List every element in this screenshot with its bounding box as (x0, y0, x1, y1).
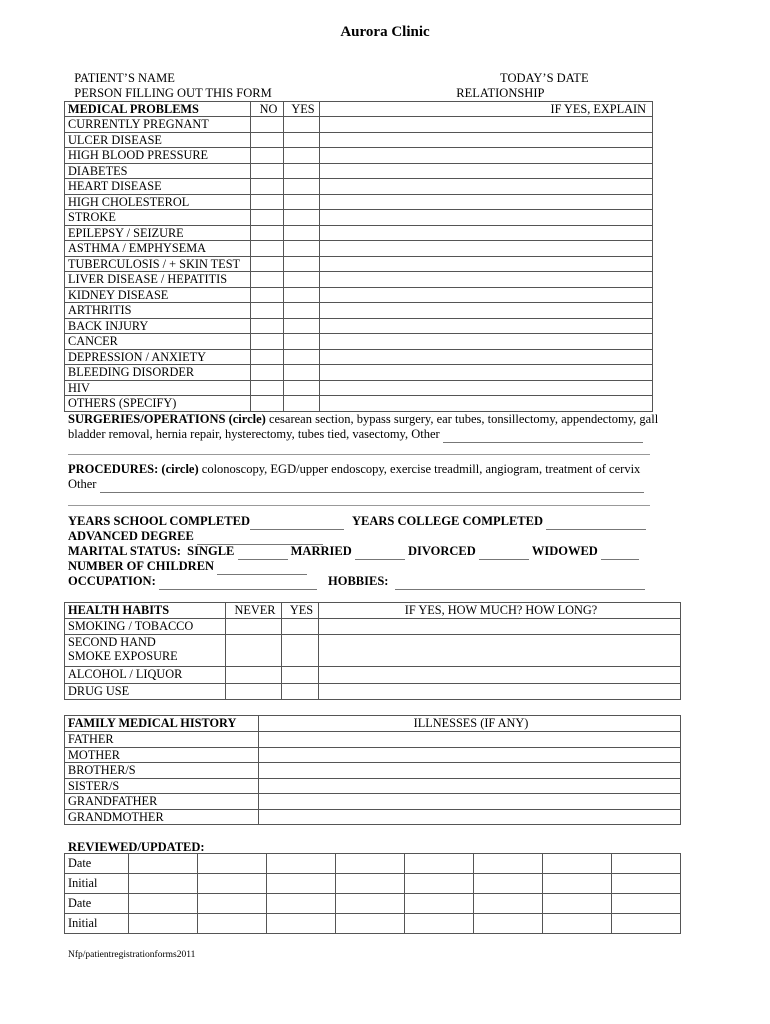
condition-label: CANCER (65, 334, 251, 350)
occupation-field[interactable] (159, 574, 317, 590)
reviewed-row-label: Initial (65, 874, 129, 894)
table-row (65, 635, 681, 667)
table-row (65, 763, 681, 779)
hobbies-label: HOBBIES: (328, 574, 389, 588)
no-cell[interactable] (251, 194, 284, 210)
yes-cell[interactable] (284, 287, 320, 303)
no-cell[interactable] (251, 396, 284, 412)
no-cell[interactable] (251, 272, 284, 288)
advanced-degree-field[interactable] (197, 529, 323, 545)
habit-never-cell[interactable] (226, 635, 282, 667)
table-row (65, 778, 681, 794)
table-row (65, 210, 653, 226)
reviewed-cell[interactable] (129, 854, 198, 874)
explain-cell[interactable] (320, 303, 653, 319)
reviewed-cell[interactable] (267, 894, 336, 914)
no-cell[interactable] (251, 210, 284, 226)
occupation-row (68, 574, 317, 590)
table-row (65, 809, 681, 825)
yes-cell[interactable] (284, 148, 320, 164)
table-row (65, 241, 653, 257)
habit-never-cell[interactable] (226, 619, 282, 635)
no-cell[interactable] (251, 148, 284, 164)
relationship-label: RELATIONSHIP (456, 86, 545, 100)
condition-label: TUBERCULOSIS / + SKIN TEST (65, 256, 251, 272)
explain-cell[interactable] (320, 210, 653, 226)
explain-cell[interactable] (320, 132, 653, 148)
surgeries-label: SURGERIES/OPERATIONS (circle) (68, 412, 266, 426)
reviewed-cell[interactable] (543, 914, 612, 934)
reviewed-cell[interactable] (267, 874, 336, 894)
single-field[interactable] (238, 544, 288, 560)
explain-cell[interactable] (320, 256, 653, 272)
table-row (65, 914, 681, 934)
table-row (65, 894, 681, 914)
yes-cell[interactable] (284, 380, 320, 396)
no-cell[interactable] (251, 334, 284, 350)
marital-status-row (68, 544, 639, 560)
condition-label: OTHERS (SPECIFY) (65, 396, 251, 412)
explain-cell[interactable] (320, 349, 653, 365)
reviewed-cell[interactable] (612, 894, 681, 914)
yes-cell[interactable] (284, 318, 320, 334)
explain-cell[interactable] (320, 318, 653, 334)
header-yes: YES (284, 102, 320, 117)
reviewed-cell[interactable] (336, 914, 405, 934)
hobbies-field[interactable] (395, 574, 645, 590)
condition-label: BLEEDING DISORDER (65, 365, 251, 381)
habit-yes-cell[interactable] (282, 619, 319, 635)
marital-status-label: MARITAL STATUS: (68, 544, 181, 558)
yes-cell[interactable] (284, 225, 320, 241)
table-header-row (65, 603, 681, 619)
habit-never-cell[interactable] (226, 684, 282, 700)
years-school-field[interactable] (250, 514, 344, 530)
yes-cell[interactable] (284, 349, 320, 365)
table-row (65, 303, 653, 319)
reviewed-cell[interactable] (198, 914, 267, 934)
reviewed-cell[interactable] (405, 874, 474, 894)
reviewed-row-label: Date (65, 894, 129, 914)
divorced-field[interactable] (479, 544, 529, 560)
condition-label: ULCER DISEASE (65, 132, 251, 148)
explain-cell[interactable] (320, 365, 653, 381)
explain-cell[interactable] (320, 334, 653, 350)
yes-cell[interactable] (284, 303, 320, 319)
table-row (65, 148, 653, 164)
yes-cell[interactable] (284, 365, 320, 381)
reviewed-cell[interactable] (198, 894, 267, 914)
no-cell[interactable] (251, 287, 284, 303)
header-habit-yes: YES (282, 603, 319, 619)
table-row (65, 194, 653, 210)
condition-label: HEART DISEASE (65, 179, 251, 195)
widowed-label: WIDOWED (531, 544, 598, 558)
header-how-much: IF YES, HOW MUCH? HOW LONG? (319, 603, 681, 619)
table-row (65, 334, 653, 350)
table-row (65, 794, 681, 810)
reviewed-cell[interactable] (267, 854, 336, 874)
married-label: MARRIED (290, 544, 352, 558)
surgeries-options-2[interactable]: bladder removal, hernia repair, hysterectomy, tubes tied, vasectomy, Other (68, 427, 440, 441)
procedures-other-field[interactable] (100, 477, 644, 493)
no-cell[interactable] (251, 179, 284, 195)
habit-second-hand-line-1: SECOND HAND (68, 635, 156, 649)
no-cell[interactable] (251, 365, 284, 381)
habit-yes-cell[interactable] (282, 684, 319, 700)
yes-cell[interactable] (284, 256, 320, 272)
no-cell[interactable] (251, 132, 284, 148)
table-row (65, 225, 653, 241)
person-filling-label: PERSON FILLING OUT THIS FORM (74, 86, 272, 100)
hobbies-row (328, 574, 645, 590)
family-member-label: FATHER (65, 732, 259, 748)
condition-label: ASTHMA / EMPHYSEMA (65, 241, 251, 257)
years-college-label: YEARS COLLEGE COMPLETED (352, 514, 544, 528)
reviewed-cell[interactable] (405, 914, 474, 934)
procedures-line-2 (68, 477, 644, 493)
yes-cell[interactable] (284, 132, 320, 148)
yes-cell[interactable] (284, 179, 320, 195)
reviewed-row-label: Date (65, 854, 129, 874)
procedures-other-label: Other (68, 477, 97, 491)
explain-cell[interactable] (320, 225, 653, 241)
table-row (65, 163, 653, 179)
explain-cell[interactable] (320, 272, 653, 288)
explain-cell[interactable] (320, 163, 653, 179)
table-row (65, 747, 681, 763)
no-cell[interactable] (251, 380, 284, 396)
table-row (65, 854, 681, 874)
condition-label: CURRENTLY PREGNANT (65, 117, 251, 133)
table-row (65, 349, 653, 365)
table-header-row (65, 102, 653, 117)
habit-yes-cell[interactable] (282, 667, 319, 684)
header-health-habits: HEALTH HABITS (65, 603, 226, 619)
reviewed-cell[interactable] (612, 914, 681, 934)
years-school-row (68, 514, 344, 530)
illness-cell[interactable] (259, 732, 681, 748)
table-row (65, 380, 653, 396)
no-cell[interactable] (251, 303, 284, 319)
yes-cell[interactable] (284, 194, 320, 210)
table-row (65, 179, 653, 195)
header-family-history: FAMILY MEDICAL HISTORY (65, 716, 259, 732)
table-row (65, 732, 681, 748)
reviewed-cell[interactable] (198, 854, 267, 874)
reviewed-cell[interactable] (474, 874, 543, 894)
explain-cell[interactable] (320, 287, 653, 303)
footer-code: Nfp/patientregistrationforms2011 (68, 950, 196, 960)
table-row (65, 619, 681, 635)
illness-cell[interactable] (259, 809, 681, 825)
habit-detail-cell[interactable] (319, 619, 681, 635)
family-history-table (64, 715, 681, 825)
yes-cell[interactable] (284, 396, 320, 412)
explain-cell[interactable] (320, 396, 653, 412)
yes-cell[interactable] (284, 272, 320, 288)
illness-cell[interactable] (259, 747, 681, 763)
years-college-row (352, 514, 646, 530)
habit-drug-use: DRUG USE (65, 684, 226, 700)
reviewed-table (64, 853, 681, 934)
no-cell[interactable] (251, 163, 284, 179)
widowed-field[interactable] (601, 544, 639, 560)
surgeries-line-2 (68, 427, 643, 443)
children-row (68, 559, 307, 575)
habit-detail-cell[interactable] (319, 684, 681, 700)
habit-alcohol: ALCOHOL / LIQUOR (65, 667, 226, 684)
reviewed-cell[interactable] (474, 854, 543, 874)
table-row (65, 318, 653, 334)
divorced-label: DIVORCED (407, 544, 476, 558)
explain-cell[interactable] (320, 179, 653, 195)
reviewed-cell[interactable] (543, 874, 612, 894)
condition-label: STROKE (65, 210, 251, 226)
condition-label: ARTHRITIS (65, 303, 251, 319)
condition-label: LIVER DISEASE / HEPATITIS (65, 272, 251, 288)
reviewed-cell[interactable] (267, 914, 336, 934)
procedures-blank-line[interactable] (68, 505, 650, 506)
reviewed-cell[interactable] (405, 894, 474, 914)
married-field[interactable] (355, 544, 405, 560)
illness-cell[interactable] (259, 778, 681, 794)
reviewed-cell[interactable] (612, 874, 681, 894)
single-label: SINGLE (187, 544, 235, 558)
table-row (65, 874, 681, 894)
reviewed-cell[interactable] (129, 894, 198, 914)
habit-detail-cell[interactable] (319, 635, 681, 667)
surgeries-line-1 (68, 412, 658, 427)
health-habits-table (64, 602, 681, 700)
yes-cell[interactable] (284, 334, 320, 350)
page-title: Aurora Clinic (340, 24, 430, 40)
yes-cell[interactable] (284, 163, 320, 179)
reviewed-cell[interactable] (336, 854, 405, 874)
illness-cell[interactable] (259, 763, 681, 779)
habit-second-hand-line-2: SMOKE EXPOSURE (68, 649, 178, 664)
header-illnesses: ILLNESSES (IF ANY) (259, 716, 681, 732)
no-cell[interactable] (251, 117, 284, 133)
table-row (65, 117, 653, 133)
reviewed-cell[interactable] (612, 854, 681, 874)
medical-problems-table (64, 101, 653, 412)
reviewed-cell[interactable] (474, 894, 543, 914)
reviewed-cell[interactable] (543, 854, 612, 874)
reviewed-cell[interactable] (129, 874, 198, 894)
reviewed-cell[interactable] (474, 914, 543, 934)
children-label: NUMBER OF CHILDREN (68, 559, 215, 573)
explain-cell[interactable] (320, 241, 653, 257)
advanced-degree-label: ADVANCED DEGREE (68, 529, 194, 543)
no-cell[interactable] (251, 225, 284, 241)
explain-cell[interactable] (320, 194, 653, 210)
reviewed-cell[interactable] (198, 874, 267, 894)
reviewed-row-label: Initial (65, 914, 129, 934)
yes-cell[interactable] (284, 117, 320, 133)
header-medical-problems: MEDICAL PROBLEMS (65, 102, 251, 117)
no-cell[interactable] (251, 349, 284, 365)
table-row (65, 132, 653, 148)
yes-cell[interactable] (284, 241, 320, 257)
no-cell[interactable] (251, 318, 284, 334)
table-row (65, 396, 653, 412)
explain-cell[interactable] (320, 117, 653, 133)
explain-cell[interactable] (320, 148, 653, 164)
reviewed-cell[interactable] (129, 914, 198, 934)
patient-name-label: PATIENT’S NAME (74, 71, 175, 85)
explain-cell[interactable] (320, 380, 653, 396)
condition-label: KIDNEY DISEASE (65, 287, 251, 303)
years-school-label: YEARS SCHOOL COMPLETED (68, 514, 250, 528)
condition-label: HIGH BLOOD PRESSURE (65, 148, 251, 164)
reviewed-cell[interactable] (543, 894, 612, 914)
table-header-row (65, 716, 681, 732)
family-member-label: BROTHER/S (65, 763, 259, 779)
reviewed-cell[interactable] (336, 874, 405, 894)
habit-second-hand (65, 635, 226, 667)
todays-date-label: TODAY’S DATE (500, 71, 589, 85)
habit-smoking: SMOKING / TOBACCO (65, 619, 226, 635)
condition-label: HIV (65, 380, 251, 396)
family-member-label: MOTHER (65, 747, 259, 763)
habit-never-cell[interactable] (226, 667, 282, 684)
habit-detail-cell[interactable] (319, 667, 681, 684)
advanced-degree-row (68, 529, 323, 545)
occupation-label: OCCUPATION: (68, 574, 156, 588)
table-row (65, 287, 653, 303)
habit-yes-cell[interactable] (282, 635, 319, 667)
header-no: NO (251, 102, 284, 117)
family-member-label: GRANDMOTHER (65, 809, 259, 825)
condition-label: BACK INJURY (65, 318, 251, 334)
table-row (65, 272, 653, 288)
family-member-label: SISTER/S (65, 778, 259, 794)
header-never: NEVER (226, 603, 282, 619)
procedures-line-1 (68, 462, 640, 477)
table-row (65, 667, 681, 684)
table-row (65, 684, 681, 700)
no-cell[interactable] (251, 241, 284, 257)
condition-label: HIGH CHOLESTEROL (65, 194, 251, 210)
procedures-label: PROCEDURES: (circle) (68, 462, 199, 476)
years-college-field[interactable] (546, 514, 646, 530)
table-row (65, 365, 653, 381)
surgeries-other-field[interactable] (443, 427, 643, 443)
illness-cell[interactable] (259, 794, 681, 810)
yes-cell[interactable] (284, 210, 320, 226)
condition-label: DIABETES (65, 163, 251, 179)
family-member-label: GRANDFATHER (65, 794, 259, 810)
surgeries-options-1[interactable]: cesarean section, bypass surgery, ear tubes, tonsillectomy, appendectomy, gall (265, 412, 659, 426)
surgeries-blank-line[interactable] (68, 454, 650, 455)
condition-label: DEPRESSION / ANXIETY (65, 349, 251, 365)
condition-label: EPILEPSY / SEIZURE (65, 225, 251, 241)
reviewed-cell[interactable] (405, 854, 474, 874)
table-row (65, 256, 653, 272)
procedures-options[interactable]: colonoscopy, EGD/upper endoscopy, exercise treadmill, angiogram, treatment of cervix (198, 462, 641, 476)
header-explain: IF YES, EXPLAIN (320, 102, 653, 117)
reviewed-cell[interactable] (336, 894, 405, 914)
children-field[interactable] (217, 559, 307, 575)
reviewed-label: REVIEWED/UPDATED: (68, 840, 205, 854)
no-cell[interactable] (251, 256, 284, 272)
